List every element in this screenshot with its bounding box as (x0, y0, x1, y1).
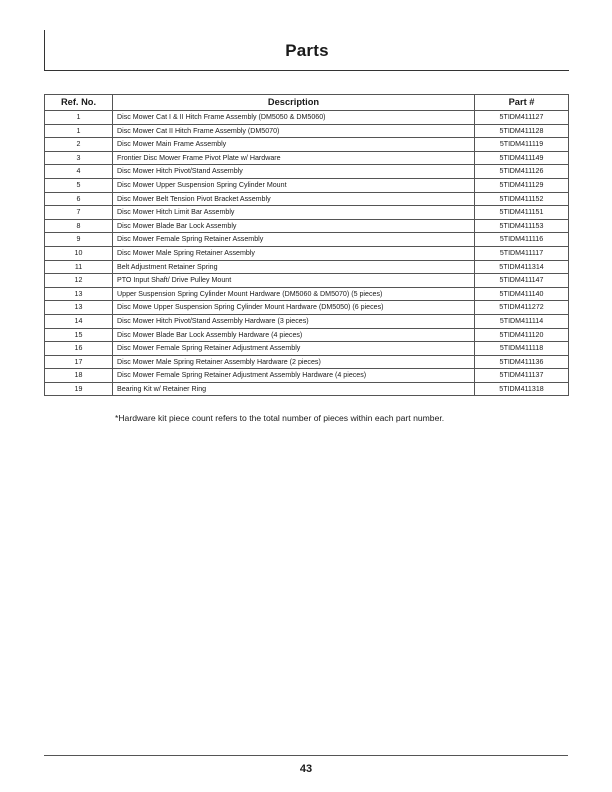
description-cell: Disc Mower Female Spring Retainer Adjustment Assembly Hardware (4 pieces) (113, 369, 475, 383)
ref-cell: 1 (45, 124, 113, 138)
page-title: Parts (285, 41, 329, 60)
description-cell: Disc Mower Main Frame Assembly (113, 138, 475, 152)
ref-cell: 13 (45, 287, 113, 301)
part-number-cell: 5TIDM411152 (475, 192, 569, 206)
part-number-cell: 5TIDM411128 (475, 124, 569, 138)
part-number-cell: 5TIDM411140 (475, 287, 569, 301)
ref-cell: 13 (45, 301, 113, 315)
part-number-cell: 5TIDM411129 (475, 178, 569, 192)
ref-cell: 10 (45, 246, 113, 260)
description-cell: Belt Adjustment Retainer Spring (113, 260, 475, 274)
parts-table (44, 94, 569, 396)
table-row (45, 287, 569, 301)
table-row (45, 314, 569, 328)
ref-cell: 8 (45, 219, 113, 233)
header-description: Description (113, 95, 475, 111)
description-cell: Disc Mower Cat II Hitch Frame Assembly (DM5070) (113, 124, 475, 138)
part-number-cell: 5TIDM411127 (475, 111, 569, 125)
table-row (45, 274, 569, 288)
table-header-row (45, 95, 569, 111)
table-row (45, 219, 569, 233)
table-row (45, 342, 569, 356)
description-cell: Disc Mower Male Spring Retainer Assembly Hardware (2 pieces) (113, 355, 475, 369)
ref-cell: 19 (45, 382, 113, 396)
part-number-cell: 5TIDM411117 (475, 246, 569, 260)
table-row (45, 192, 569, 206)
ref-cell: 5 (45, 178, 113, 192)
ref-cell: 11 (45, 260, 113, 274)
table-row (45, 233, 569, 247)
description-cell: Disc Mower Female Spring Retainer Assembly (113, 233, 475, 247)
ref-cell: 9 (45, 233, 113, 247)
description-cell: Disc Mower Female Spring Retainer Adjustment Assembly (113, 342, 475, 356)
table-row (45, 328, 569, 342)
footnote: *Hardware kit piece count refers to the total number of pieces within each part number. (115, 413, 445, 423)
description-cell: Disc Mower Upper Suspension Spring Cylinder Mount (113, 178, 475, 192)
part-number-cell: 5TIDM411153 (475, 219, 569, 233)
ref-cell: 2 (45, 138, 113, 152)
description-cell: PTO Input Shaft/ Drive Pulley Mount (113, 274, 475, 288)
part-number-cell: 5TIDM411120 (475, 328, 569, 342)
part-number-cell: 5TIDM411118 (475, 342, 569, 356)
part-number-cell: 5TIDM411272 (475, 301, 569, 315)
table-row (45, 246, 569, 260)
table-row (45, 260, 569, 274)
ref-cell: 15 (45, 328, 113, 342)
table-row (45, 382, 569, 396)
ref-cell: 7 (45, 206, 113, 220)
table-row (45, 165, 569, 179)
table-row (45, 369, 569, 383)
part-number-cell: 5TIDM411114 (475, 314, 569, 328)
table-row (45, 151, 569, 165)
ref-cell: 1 (45, 111, 113, 125)
table-row (45, 178, 569, 192)
part-number-cell: 5TIDM411318 (475, 382, 569, 396)
part-number-cell: 5TIDM411126 (475, 165, 569, 179)
part-number-cell: 5TIDM411137 (475, 369, 569, 383)
part-number-cell: 5TIDM411314 (475, 260, 569, 274)
footer-divider (44, 755, 568, 756)
description-cell: Disc Mower Belt Tension Pivot Bracket Assembly (113, 192, 475, 206)
description-cell: Bearing Kit w/ Retainer Ring (113, 382, 475, 396)
header-part-number: Part # (475, 95, 569, 111)
table-row (45, 355, 569, 369)
part-number-cell: 5TIDM411136 (475, 355, 569, 369)
description-cell: Disc Mower Male Spring Retainer Assembly (113, 246, 475, 260)
header-ref-no: Ref. No. (45, 95, 113, 111)
title-box (44, 30, 569, 71)
part-number-cell: 5TIDM411116 (475, 233, 569, 247)
description-cell: Disc Mower Hitch Limit Bar Assembly (113, 206, 475, 220)
table-row (45, 111, 569, 125)
page-number: 43 (299, 763, 313, 775)
description-cell: Frontier Disc Mower Frame Pivot Plate w/ Hardware (113, 151, 475, 165)
part-number-cell: 5TIDM411151 (475, 206, 569, 220)
ref-cell: 4 (45, 165, 113, 179)
ref-cell: 16 (45, 342, 113, 356)
parts-table-body (45, 111, 569, 396)
description-cell: Disc Mower Cat I & II Hitch Frame Assembly (DM5050 & DM5060) (113, 111, 475, 125)
ref-cell: 6 (45, 192, 113, 206)
description-cell: Disc Mowe Upper Suspension Spring Cylinder Mount Hardware (DM5050) (6 pieces) (113, 301, 475, 315)
part-number-cell: 5TIDM411147 (475, 274, 569, 288)
table-row (45, 138, 569, 152)
description-cell: Disc Mower Blade Bar Lock Assembly (113, 219, 475, 233)
description-cell: Upper Suspension Spring Cylinder Mount Hardware (DM5060 & DM5070) (5 pieces) (113, 287, 475, 301)
table-row (45, 206, 569, 220)
description-cell: Disc Mower Hitch Pivot/Stand Assembly (113, 165, 475, 179)
ref-cell: 12 (45, 274, 113, 288)
table-row (45, 124, 569, 138)
ref-cell: 3 (45, 151, 113, 165)
part-number-cell: 5TIDM411119 (475, 138, 569, 152)
description-cell: Disc Mower Blade Bar Lock Assembly Hardware (4 pieces) (113, 328, 475, 342)
ref-cell: 18 (45, 369, 113, 383)
part-number-cell: 5TIDM411149 (475, 151, 569, 165)
table-row (45, 301, 569, 315)
ref-cell: 14 (45, 314, 113, 328)
ref-cell: 17 (45, 355, 113, 369)
description-cell: Disc Mower Hitch Pivot/Stand Assembly Hardware (3 pieces) (113, 314, 475, 328)
